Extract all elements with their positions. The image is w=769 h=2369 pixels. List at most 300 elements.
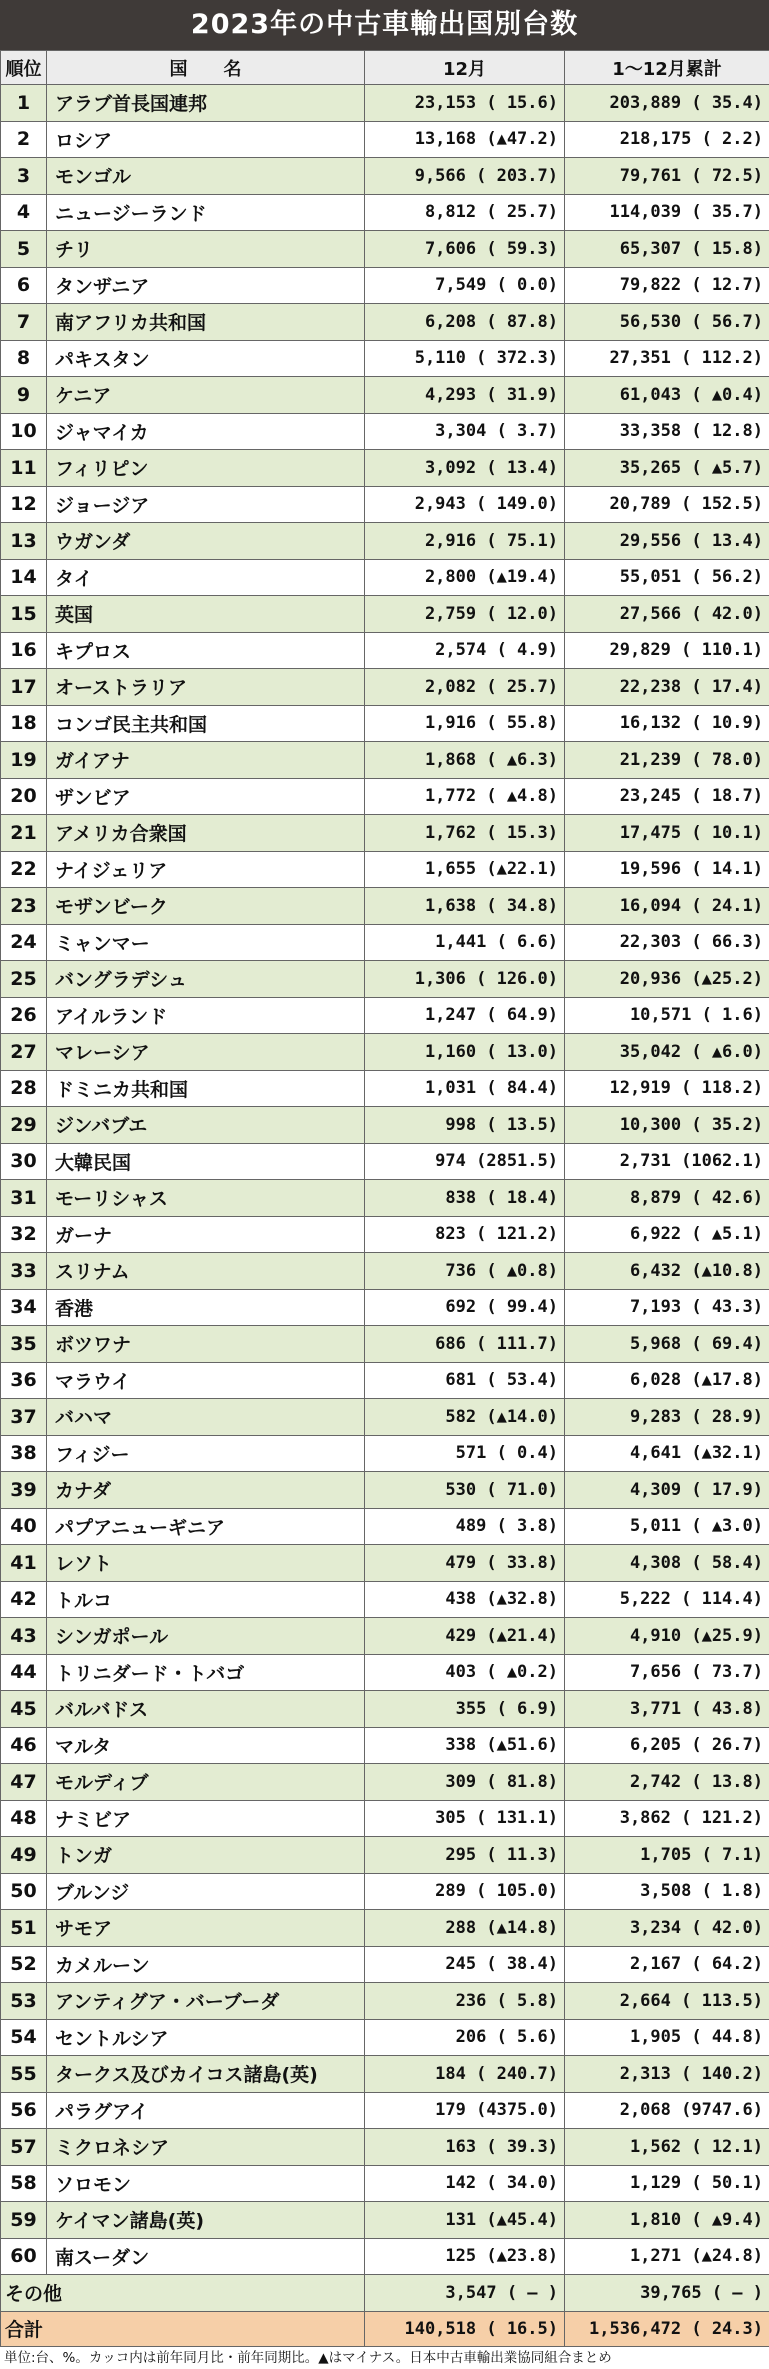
table-row [1, 1508, 769, 1545]
december-cell: 403 ( ▲0.2) [365, 1654, 565, 1691]
cumulative-cell: 29,829 ( 110.1) [565, 632, 769, 669]
cumulative-cell: 6,205 ( 26.7) [565, 1727, 769, 1764]
december-cell: 7,606 ( 59.3) [365, 231, 565, 268]
december-cell: 3,092 ( 13.4) [365, 450, 565, 487]
country-cell: タンザニア [47, 267, 365, 304]
table-row [1, 924, 769, 961]
country-cell: モーリシャス [47, 1180, 365, 1217]
cumulative-cell: 218,175 ( 2.2) [565, 121, 769, 158]
december-cell: 7,549 ( 0.0) [365, 267, 565, 304]
table-row [1, 2056, 769, 2093]
december-cell: 4,293 ( 31.9) [365, 377, 565, 414]
country-cell: ドミニカ共和国 [47, 1070, 365, 1107]
cumulative-cell: 8,879 ( 42.6) [565, 1180, 769, 1217]
rank-cell: 46 [1, 1727, 47, 1764]
cumulative-cell: 79,761 ( 72.5) [565, 158, 769, 195]
table-row [1, 632, 769, 669]
country-cell: シンガポール [47, 1618, 365, 1655]
rank-cell: 60 [1, 2238, 47, 2275]
country-cell: マレーシア [47, 1034, 365, 1071]
country-cell: トリニダード・トバゴ [47, 1654, 365, 1691]
others-row [1, 2275, 769, 2312]
table-row [1, 121, 769, 158]
country-cell: アメリカ合衆国 [47, 815, 365, 852]
cumulative-cell: 2,167 ( 64.2) [565, 1946, 769, 1983]
table-row [1, 450, 769, 487]
rank-cell: 49 [1, 1837, 47, 1874]
december-cell: 2,574 ( 4.9) [365, 632, 565, 669]
december-cell: 142 ( 34.0) [365, 2165, 565, 2202]
december-cell: 9,566 ( 203.7) [365, 158, 565, 195]
december-cell: 1,655 (▲22.1) [365, 851, 565, 888]
rank-cell: 57 [1, 2129, 47, 2166]
december-cell: 338 (▲51.6) [365, 1727, 565, 1764]
rank-cell: 58 [1, 2165, 47, 2202]
table-row [1, 523, 769, 560]
table-row [1, 1873, 769, 1910]
rank-cell: 44 [1, 1654, 47, 1691]
december-cell: 582 (▲14.0) [365, 1399, 565, 1436]
country-cell: ミクロネシア [47, 2129, 365, 2166]
table-row [1, 1764, 769, 1801]
table-row [1, 1253, 769, 1290]
table-row [1, 2019, 769, 2056]
rank-cell: 3 [1, 158, 47, 195]
table-row [1, 1618, 769, 1655]
rank-cell: 36 [1, 1362, 47, 1399]
december-cell: 288 (▲14.8) [365, 1910, 565, 1947]
table-row [1, 85, 769, 122]
cumulative-cell: 19,596 ( 14.1) [565, 851, 769, 888]
rank-cell: 30 [1, 1143, 47, 1180]
table-row [1, 851, 769, 888]
rank-cell: 52 [1, 1946, 47, 1983]
country-cell: パプアニューギニア [47, 1508, 365, 1545]
rank-cell: 26 [1, 997, 47, 1034]
table-row [1, 1800, 769, 1837]
table-row [1, 1435, 769, 1472]
december-cell: 184 ( 240.7) [365, 2056, 565, 2093]
cumulative-cell: 21,239 ( 78.0) [565, 742, 769, 779]
rank-cell: 6 [1, 267, 47, 304]
rank-cell: 18 [1, 705, 47, 742]
rank-cell: 23 [1, 888, 47, 925]
country-cell: フィジー [47, 1435, 365, 1472]
country-cell: ソロモン [47, 2165, 365, 2202]
rank-cell: 22 [1, 851, 47, 888]
december-cell: 479 ( 33.8) [365, 1545, 565, 1582]
table-row [1, 705, 769, 742]
cumulative-cell: 20,789 ( 152.5) [565, 486, 769, 523]
table-row [1, 1326, 769, 1363]
country-cell: パラグアイ [47, 2092, 365, 2129]
rank-cell: 47 [1, 1764, 47, 1801]
rank-cell: 5 [1, 231, 47, 268]
december-cell: 1,441 ( 6.6) [365, 924, 565, 961]
table-header-row [1, 51, 769, 85]
country-cell: アラブ首長国連邦 [47, 85, 365, 122]
table-row [1, 1983, 769, 2020]
rank-cell: 39 [1, 1472, 47, 1509]
rank-cell: 32 [1, 1216, 47, 1253]
table-row [1, 1180, 769, 1217]
table-row [1, 1727, 769, 1764]
country-cell: ウガンダ [47, 523, 365, 560]
table-row [1, 1691, 769, 1728]
cumulative-cell: 2,731 (1062.1) [565, 1143, 769, 1180]
cumulative-cell: 3,771 ( 43.8) [565, 1691, 769, 1728]
table-row [1, 231, 769, 268]
country-cell: チリ [47, 231, 365, 268]
country-cell: カナダ [47, 1472, 365, 1509]
country-cell: バルバドス [47, 1691, 365, 1728]
country-cell: ジンバブエ [47, 1107, 365, 1144]
cumulative-cell: 9,283 ( 28.9) [565, 1399, 769, 1436]
cumulative-cell: 10,571 ( 1.6) [565, 997, 769, 1034]
cumulative-cell: 22,303 ( 66.3) [565, 924, 769, 961]
table-row [1, 559, 769, 596]
cumulative-cell: 6,922 ( ▲5.1) [565, 1216, 769, 1253]
country-cell: レソト [47, 1545, 365, 1582]
header-cumulative: 1～12月累計 [565, 51, 769, 85]
country-cell: 大韓民国 [47, 1143, 365, 1180]
country-cell: ジョージア [47, 486, 365, 523]
cumulative-cell: 33,358 ( 12.8) [565, 413, 769, 450]
others-december: 3,547 ( ― ) [365, 2275, 565, 2312]
cumulative-cell: 1,810 ( ▲9.4) [565, 2202, 769, 2239]
country-cell: ロシア [47, 121, 365, 158]
cumulative-cell: 3,508 ( 1.8) [565, 1873, 769, 1910]
country-cell: 南スーダン [47, 2238, 365, 2275]
rank-cell: 56 [1, 2092, 47, 2129]
cumulative-cell: 3,234 ( 42.0) [565, 1910, 769, 1947]
cumulative-cell: 55,051 ( 56.2) [565, 559, 769, 596]
country-cell: コンゴ民主共和国 [47, 705, 365, 742]
december-cell: 1,638 ( 34.8) [365, 888, 565, 925]
table-row [1, 1837, 769, 1874]
table-row [1, 1399, 769, 1436]
rank-cell: 48 [1, 1800, 47, 1837]
table-row [1, 1472, 769, 1509]
rank-cell: 38 [1, 1435, 47, 1472]
table-row [1, 1289, 769, 1326]
rank-cell: 13 [1, 523, 47, 560]
december-cell: 305 ( 131.1) [365, 1800, 565, 1837]
country-cell: 香港 [47, 1289, 365, 1326]
table-row [1, 669, 769, 706]
rank-cell: 59 [1, 2202, 47, 2239]
cumulative-cell: 4,910 (▲25.9) [565, 1618, 769, 1655]
page-title: 2023年の中古車輸出国別台数 [0, 0, 769, 50]
table-row [1, 2202, 769, 2239]
rank-cell: 37 [1, 1399, 47, 1436]
total-row [1, 2311, 769, 2346]
table-row [1, 267, 769, 304]
rank-cell: 33 [1, 1253, 47, 1290]
december-cell: 1,306 ( 126.0) [365, 961, 565, 998]
cumulative-cell: 56,530 ( 56.7) [565, 304, 769, 341]
december-cell: 736 ( ▲0.8) [365, 1253, 565, 1290]
rank-cell: 45 [1, 1691, 47, 1728]
table-row [1, 815, 769, 852]
rank-cell: 54 [1, 2019, 47, 2056]
rank-cell: 31 [1, 1180, 47, 1217]
country-cell: ザンビア [47, 778, 365, 815]
december-cell: 206 ( 5.6) [365, 2019, 565, 2056]
country-cell: ガイアナ [47, 742, 365, 779]
cumulative-cell: 20,936 (▲25.2) [565, 961, 769, 998]
december-cell: 1,160 ( 13.0) [365, 1034, 565, 1071]
rank-cell: 27 [1, 1034, 47, 1071]
table-row [1, 1362, 769, 1399]
december-cell: 13,168 (▲47.2) [365, 121, 565, 158]
table-row [1, 1143, 769, 1180]
december-cell: 125 (▲23.8) [365, 2238, 565, 2275]
rank-cell: 55 [1, 2056, 47, 2093]
table-row [1, 2129, 769, 2166]
export-table [0, 50, 769, 2347]
country-cell: ナイジェリア [47, 851, 365, 888]
table-row [1, 2092, 769, 2129]
rank-cell: 7 [1, 304, 47, 341]
rank-cell: 12 [1, 486, 47, 523]
cumulative-cell: 22,238 ( 17.4) [565, 669, 769, 706]
december-cell: 2,082 ( 25.7) [365, 669, 565, 706]
cumulative-cell: 4,641 (▲32.1) [565, 1435, 769, 1472]
cumulative-cell: 4,309 ( 17.9) [565, 1472, 769, 1509]
rank-cell: 14 [1, 559, 47, 596]
cumulative-cell: 5,222 ( 114.4) [565, 1581, 769, 1618]
december-cell: 1,772 ( ▲4.8) [365, 778, 565, 815]
table-row [1, 1070, 769, 1107]
december-cell: 823 ( 121.2) [365, 1216, 565, 1253]
cumulative-cell: 2,068 (9747.6) [565, 2092, 769, 2129]
country-cell: 南アフリカ共和国 [47, 304, 365, 341]
cumulative-cell: 5,968 ( 69.4) [565, 1326, 769, 1363]
cumulative-cell: 29,556 ( 13.4) [565, 523, 769, 560]
table-row [1, 778, 769, 815]
december-cell: 245 ( 38.4) [365, 1946, 565, 1983]
cumulative-cell: 3,862 ( 121.2) [565, 1800, 769, 1837]
cumulative-cell: 5,011 ( ▲3.0) [565, 1508, 769, 1545]
december-cell: 438 (▲32.8) [365, 1581, 565, 1618]
country-cell: マラウイ [47, 1362, 365, 1399]
december-cell: 571 ( 0.4) [365, 1435, 565, 1472]
table-row [1, 1581, 769, 1618]
total-december: 140,518 ( 16.5) [365, 2311, 565, 2346]
rank-cell: 15 [1, 596, 47, 633]
cumulative-cell: 1,905 ( 44.8) [565, 2019, 769, 2056]
country-cell: ケニア [47, 377, 365, 414]
header-december: 12月 [365, 51, 565, 85]
december-cell: 236 ( 5.8) [365, 1983, 565, 2020]
december-cell: 1,916 ( 55.8) [365, 705, 565, 742]
country-cell: アイルランド [47, 997, 365, 1034]
header-rank: 順位 [1, 51, 47, 85]
cumulative-cell: 16,094 ( 24.1) [565, 888, 769, 925]
table-row [1, 961, 769, 998]
december-cell: 3,304 ( 3.7) [365, 413, 565, 450]
december-cell: 23,153 ( 15.6) [365, 85, 565, 122]
country-cell: モルディブ [47, 1764, 365, 1801]
table-row [1, 1107, 769, 1144]
rank-cell: 9 [1, 377, 47, 414]
table-row [1, 377, 769, 414]
cumulative-cell: 114,039 ( 35.7) [565, 194, 769, 231]
december-cell: 1,762 ( 15.3) [365, 815, 565, 852]
country-cell: 英国 [47, 596, 365, 633]
country-cell: パキスタン [47, 340, 365, 377]
december-cell: 163 ( 39.3) [365, 2129, 565, 2166]
rank-cell: 8 [1, 340, 47, 377]
country-cell: カメルーン [47, 1946, 365, 1983]
country-cell: ナミビア [47, 1800, 365, 1837]
rank-cell: 10 [1, 413, 47, 450]
cumulative-cell: 1,705 ( 7.1) [565, 1837, 769, 1874]
rank-cell: 2 [1, 121, 47, 158]
country-cell: キプロス [47, 632, 365, 669]
cumulative-cell: 6,028 (▲17.8) [565, 1362, 769, 1399]
footnote: 単位:台、%。カッコ内は前年同月比・前年同期比。▲はマイナス。日本中古車輸出業協同組合まとめ [0, 2347, 769, 2369]
rank-cell: 51 [1, 1910, 47, 1947]
rank-cell: 50 [1, 1873, 47, 1910]
country-cell: ブルンジ [47, 1873, 365, 1910]
december-cell: 1,247 ( 64.9) [365, 997, 565, 1034]
total-label: 合計 [1, 2311, 365, 2346]
table-row [1, 1910, 769, 1947]
december-cell: 686 ( 111.7) [365, 1326, 565, 1363]
country-cell: スリナム [47, 1253, 365, 1290]
country-cell: モザンビーク [47, 888, 365, 925]
cumulative-cell: 2,742 ( 13.8) [565, 1764, 769, 1801]
cumulative-cell: 17,475 ( 10.1) [565, 815, 769, 852]
cumulative-cell: 16,132 ( 10.9) [565, 705, 769, 742]
table-row [1, 1545, 769, 1582]
cumulative-cell: 27,566 ( 42.0) [565, 596, 769, 633]
others-cumulative: 39,765 ( ― ) [565, 2275, 769, 2312]
cumulative-cell: 203,889 ( 35.4) [565, 85, 769, 122]
december-cell: 681 ( 53.4) [365, 1362, 565, 1399]
country-cell: バングラデシュ [47, 961, 365, 998]
rank-cell: 40 [1, 1508, 47, 1545]
december-cell: 2,800 (▲19.4) [365, 559, 565, 596]
country-cell: オーストラリア [47, 669, 365, 706]
december-cell: 530 ( 71.0) [365, 1472, 565, 1509]
december-cell: 295 ( 11.3) [365, 1837, 565, 1874]
rank-cell: 34 [1, 1289, 47, 1326]
table-row [1, 596, 769, 633]
country-cell: セントルシア [47, 2019, 365, 2056]
cumulative-cell: 1,271 (▲24.8) [565, 2238, 769, 2275]
december-cell: 1,031 ( 84.4) [365, 1070, 565, 1107]
table-row [1, 1946, 769, 1983]
december-cell: 131 (▲45.4) [365, 2202, 565, 2239]
cumulative-cell: 27,351 ( 112.2) [565, 340, 769, 377]
december-cell: 1,868 ( ▲6.3) [365, 742, 565, 779]
table-row [1, 304, 769, 341]
rank-cell: 53 [1, 1983, 47, 2020]
rank-cell: 43 [1, 1618, 47, 1655]
country-cell: ケイマン諸島(英) [47, 2202, 365, 2239]
cumulative-cell: 12,919 ( 118.2) [565, 1070, 769, 1107]
december-cell: 489 ( 3.8) [365, 1508, 565, 1545]
cumulative-cell: 10,300 ( 35.2) [565, 1107, 769, 1144]
cumulative-cell: 61,043 ( ▲0.4) [565, 377, 769, 414]
rank-cell: 19 [1, 742, 47, 779]
december-cell: 6,208 ( 87.8) [365, 304, 565, 341]
december-cell: 2,759 ( 12.0) [365, 596, 565, 633]
country-cell: アンティグア・バーブーダ [47, 1983, 365, 2020]
december-cell: 838 ( 18.4) [365, 1180, 565, 1217]
country-cell: ガーナ [47, 1216, 365, 1253]
rank-cell: 16 [1, 632, 47, 669]
cumulative-cell: 7,656 ( 73.7) [565, 1654, 769, 1691]
table-row [1, 1034, 769, 1071]
table-row [1, 158, 769, 195]
cumulative-cell: 65,307 ( 15.8) [565, 231, 769, 268]
table-row [1, 888, 769, 925]
rank-cell: 17 [1, 669, 47, 706]
table-row [1, 1654, 769, 1691]
country-cell: モンゴル [47, 158, 365, 195]
rank-cell: 42 [1, 1581, 47, 1618]
december-cell: 179 (4375.0) [365, 2092, 565, 2129]
december-cell: 355 ( 6.9) [365, 1691, 565, 1728]
table-row [1, 340, 769, 377]
table-row [1, 194, 769, 231]
cumulative-cell: 79,822 ( 12.7) [565, 267, 769, 304]
country-cell: ボツワナ [47, 1326, 365, 1363]
december-cell: 2,916 ( 75.1) [365, 523, 565, 560]
others-label: その他 [1, 2275, 365, 2312]
rank-cell: 29 [1, 1107, 47, 1144]
rank-cell: 41 [1, 1545, 47, 1582]
total-cumulative: 1,536,472 ( 24.3) [565, 2311, 769, 2346]
rank-cell: 20 [1, 778, 47, 815]
december-cell: 309 ( 81.8) [365, 1764, 565, 1801]
header-country: 国 名 [47, 51, 365, 85]
cumulative-cell: 4,308 ( 58.4) [565, 1545, 769, 1582]
cumulative-cell: 2,664 ( 113.5) [565, 1983, 769, 2020]
table-row [1, 997, 769, 1034]
cumulative-cell: 23,245 ( 18.7) [565, 778, 769, 815]
country-cell: サモア [47, 1910, 365, 1947]
table-row [1, 486, 769, 523]
country-cell: タークス及びカイコス諸島(英) [47, 2056, 365, 2093]
cumulative-cell: 35,042 ( ▲6.0) [565, 1034, 769, 1071]
table-row [1, 413, 769, 450]
table-row [1, 1216, 769, 1253]
rank-cell: 4 [1, 194, 47, 231]
rank-cell: 35 [1, 1326, 47, 1363]
country-cell: トンガ [47, 1837, 365, 1874]
rank-cell: 11 [1, 450, 47, 487]
cumulative-cell: 35,265 ( ▲5.7) [565, 450, 769, 487]
december-cell: 429 (▲21.4) [365, 1618, 565, 1655]
country-cell: マルタ [47, 1727, 365, 1764]
cumulative-cell: 7,193 ( 43.3) [565, 1289, 769, 1326]
table-row [1, 2165, 769, 2202]
cumulative-cell: 2,313 ( 140.2) [565, 2056, 769, 2093]
country-cell: ニュージーランド [47, 194, 365, 231]
rank-cell: 21 [1, 815, 47, 852]
country-cell: トルコ [47, 1581, 365, 1618]
country-cell: タイ [47, 559, 365, 596]
cumulative-cell: 6,432 (▲10.8) [565, 1253, 769, 1290]
rank-cell: 28 [1, 1070, 47, 1107]
december-cell: 974 (2851.5) [365, 1143, 565, 1180]
rank-cell: 1 [1, 85, 47, 122]
